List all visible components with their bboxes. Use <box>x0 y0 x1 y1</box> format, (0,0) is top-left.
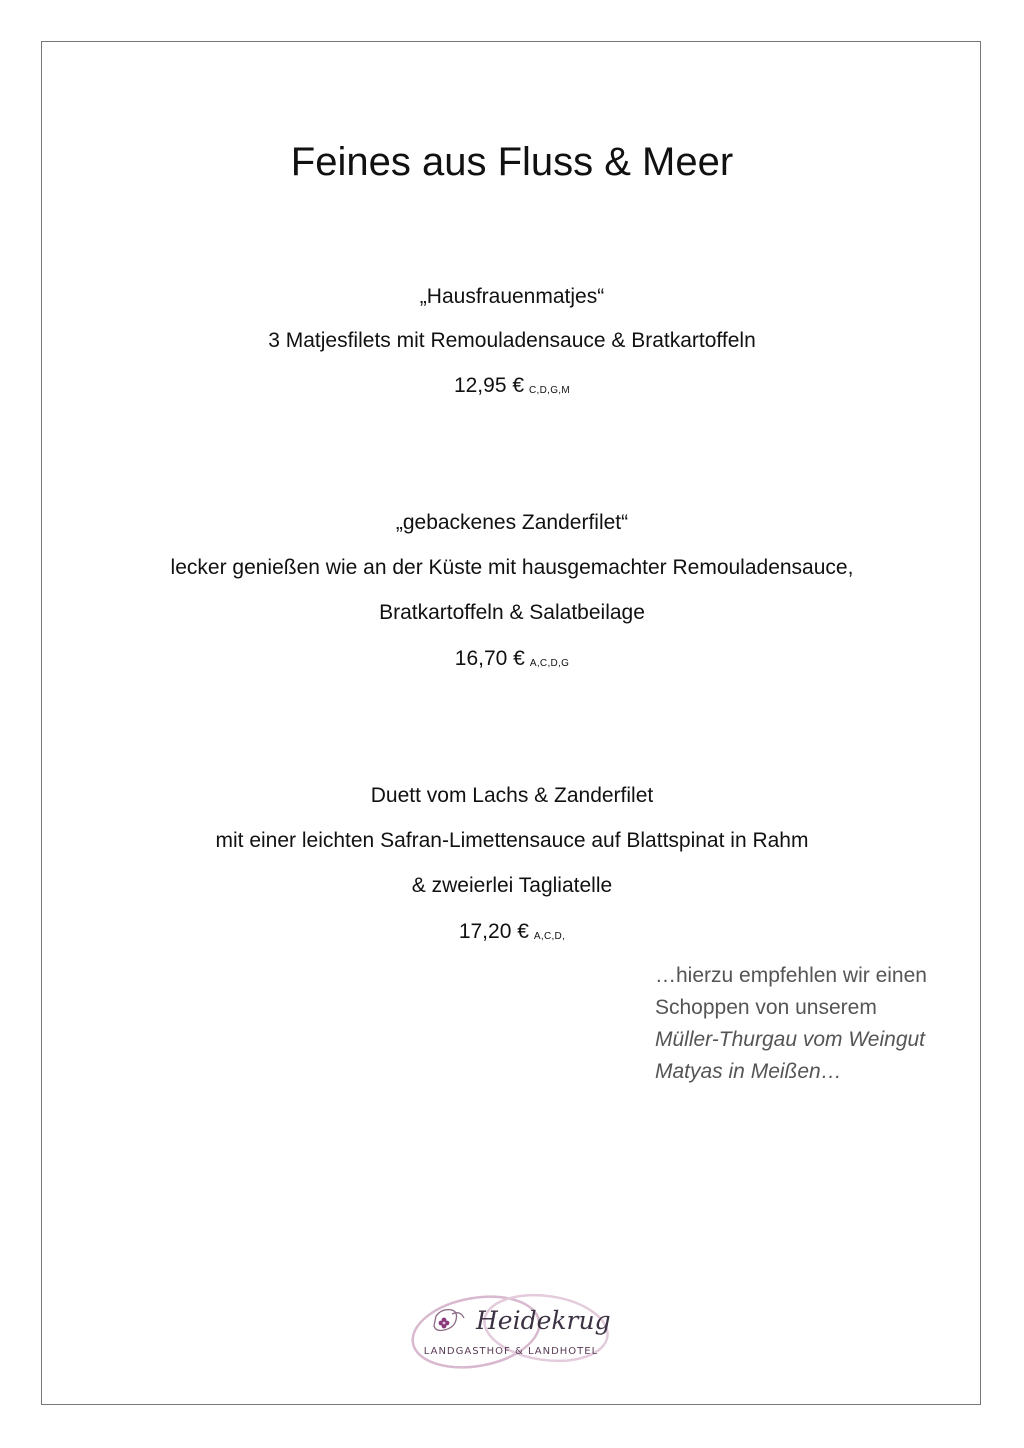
dish-price: 12,95 € <box>453 374 525 397</box>
dish-price: 16,70 € <box>454 647 525 670</box>
recommendation-line: …hierzu empfehlen wir einen <box>655 964 927 987</box>
dish-description: Bratkartoffeln & Salatbeilage <box>379 601 645 624</box>
flower-icon <box>439 1318 450 1329</box>
dish-description: & zweierlei Tagliatelle <box>411 874 613 897</box>
dish-price-line <box>0 645 1024 678</box>
logo-name: Heidekrug <box>476 1306 611 1335</box>
page-title: Feines aus Fluss & Meer <box>290 140 734 184</box>
dish-allergens: A,C,D, <box>533 931 566 942</box>
logo-subtitle: LANDGASTHOF & LANDHOTEL <box>423 1346 599 1357</box>
dish-price-line <box>0 918 1024 951</box>
page-border <box>41 41 981 1405</box>
dish-description: lecker genießen wie an der Küste mit hausgemachter Remouladensauce, <box>170 556 854 579</box>
dish-name: „Hausfrauenmatjes“ <box>419 285 605 308</box>
wine-recommendation <box>655 960 975 1088</box>
heidekrug-logo <box>406 1280 616 1380</box>
recommendation-wine-line: Müller-Thurgau vom Weingut <box>655 1028 926 1051</box>
recommendation-line: Schoppen von unserem <box>655 996 877 1019</box>
dish-name: „gebackenes Zanderfilet“ <box>395 511 629 534</box>
dish-price-line <box>0 372 1024 405</box>
dish-price: 17,20 € <box>458 920 529 943</box>
dish-allergens: C,D,G,M <box>529 385 571 396</box>
dish-description: 3 Matjesfilets mit Remouladensauce & Bratkartoffeln <box>268 329 756 352</box>
dish-allergens: A,C,D,G <box>529 658 570 669</box>
dish-name: Duett vom Lachs & Zanderfilet <box>370 784 654 807</box>
dish-description: mit einer leichten Safran-Limettensauce auf Blattspinat in Rahm <box>215 829 809 852</box>
recommendation-wine-line: Matyas in Meißen… <box>655 1060 842 1083</box>
